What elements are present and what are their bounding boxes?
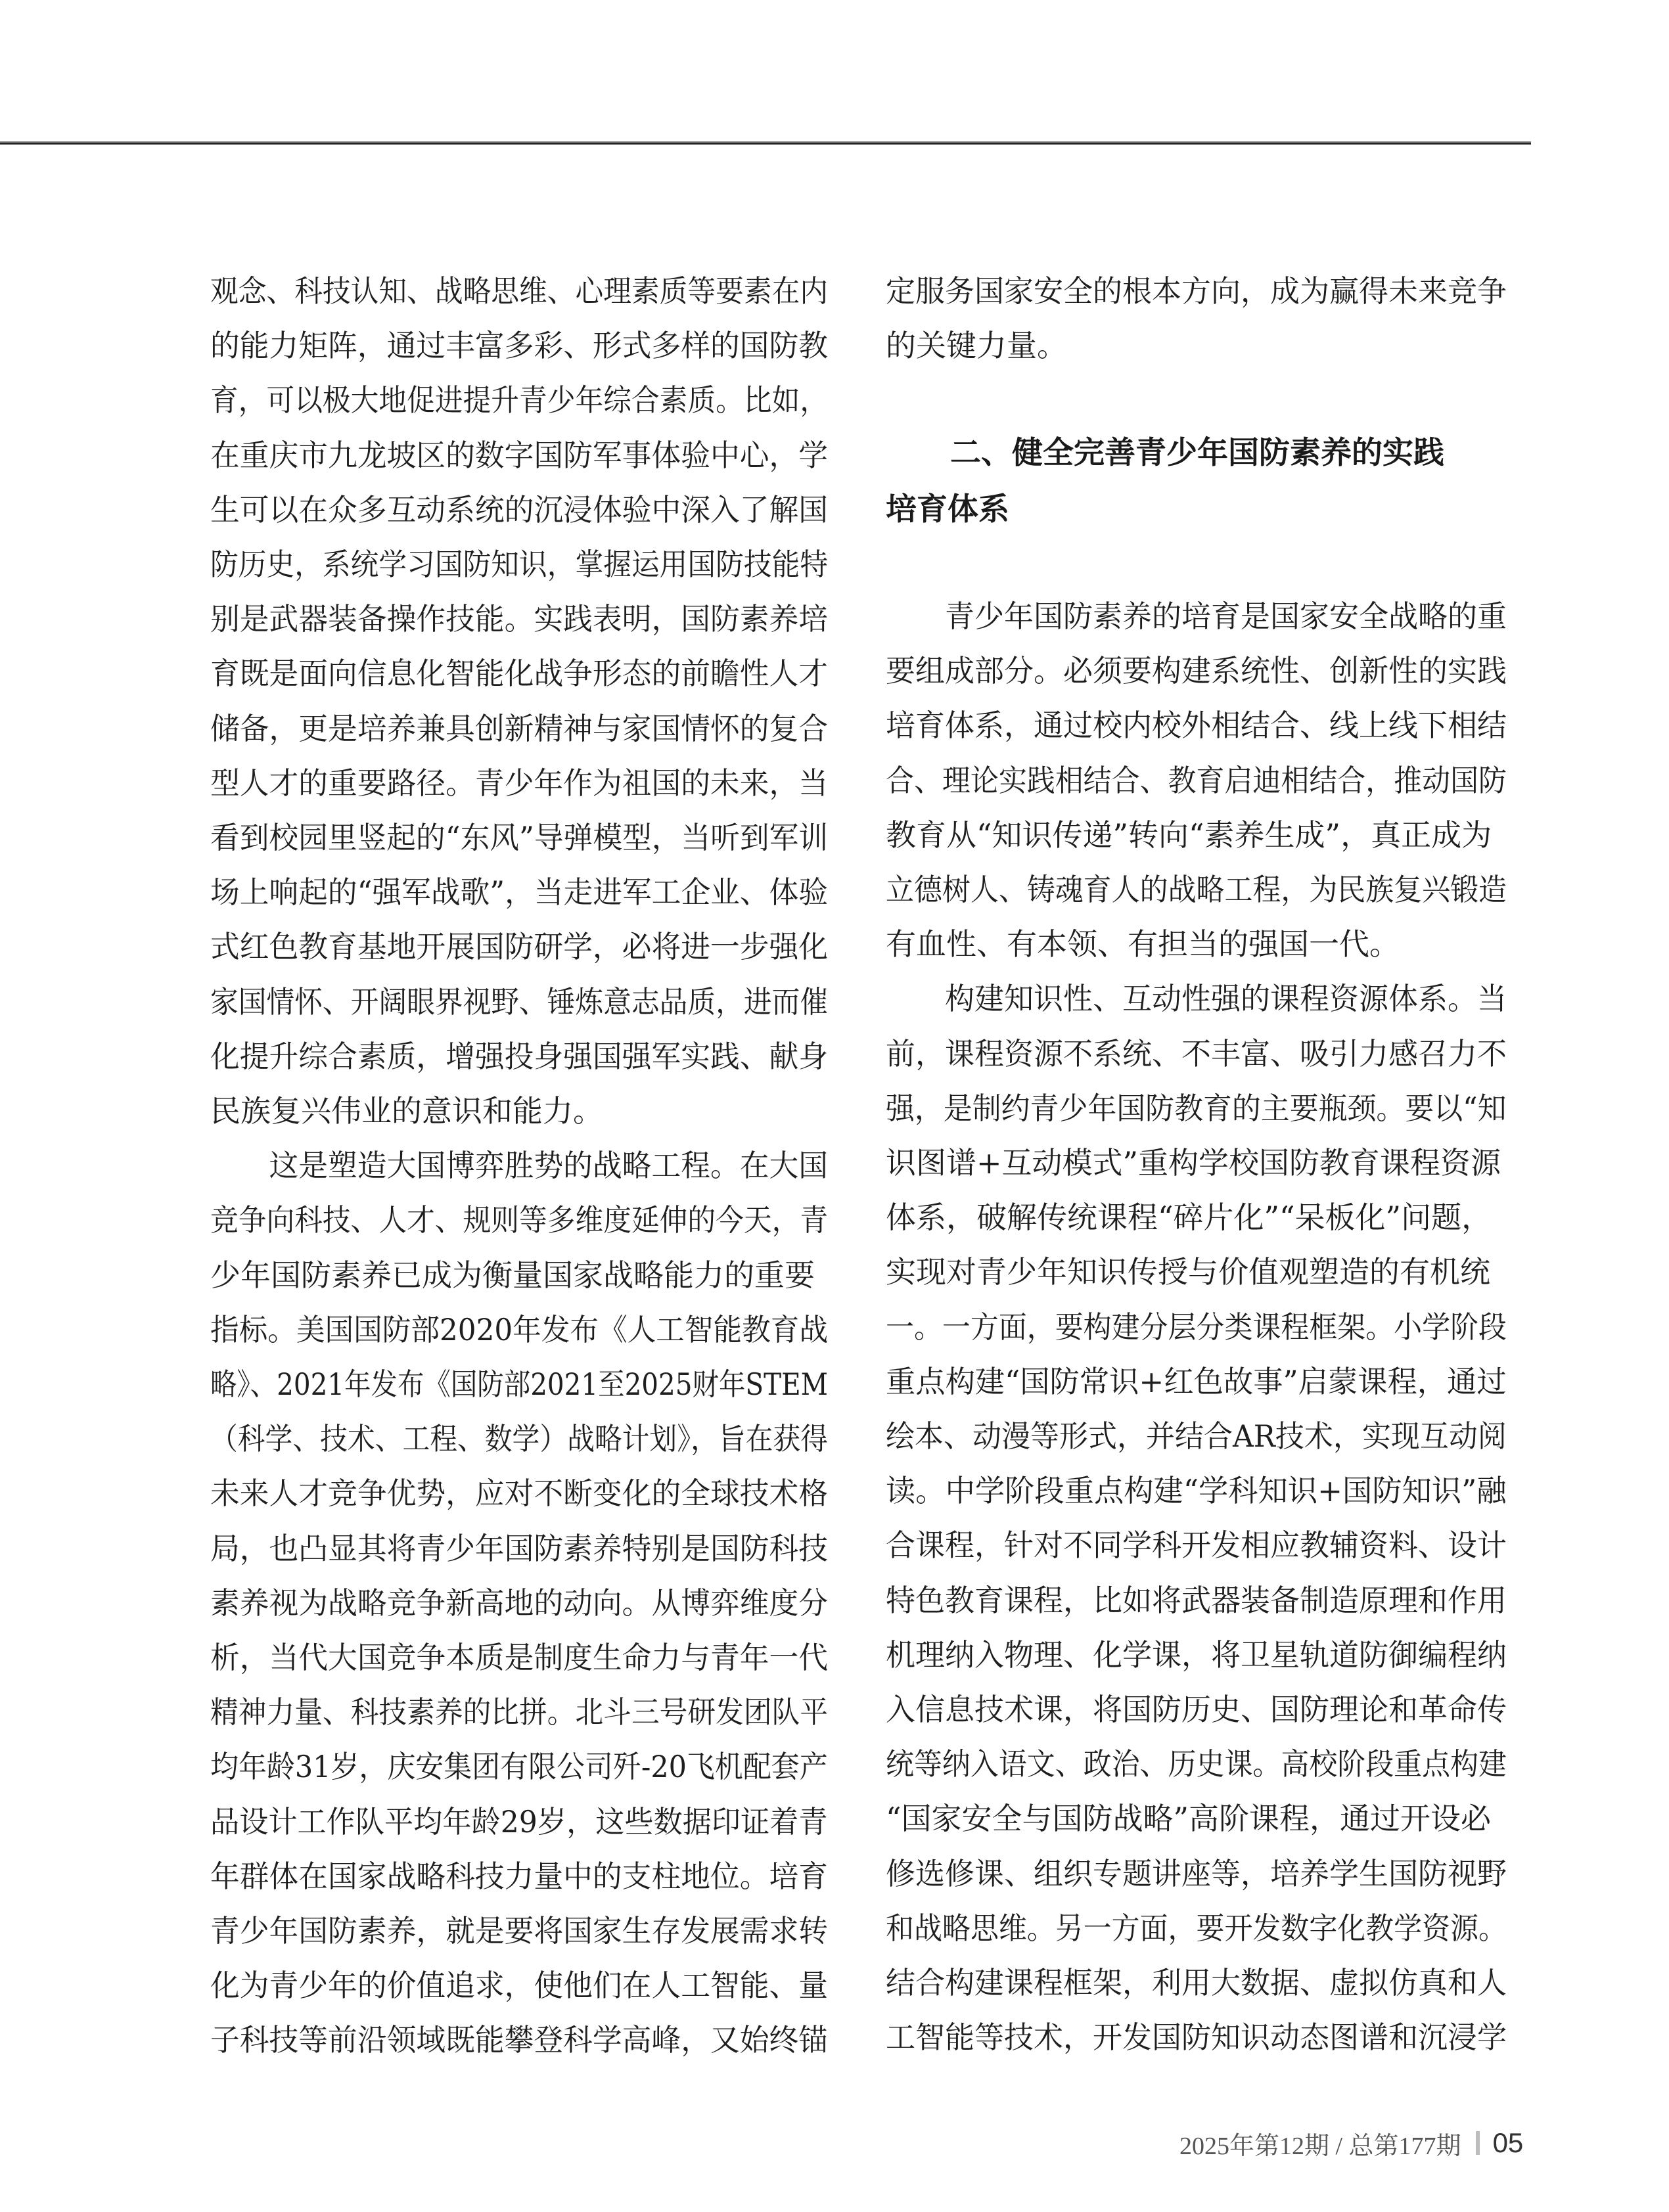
body-line: 体系，破解传统课程“碎片化”“呆板化”问题， [886, 1200, 1492, 1236]
body-line: 有血性、有本领、有担当的强国一代。 [886, 926, 1400, 962]
body-line: 少年国防素养已成为衡量国家战略能力的重要 [210, 1257, 815, 1293]
body-line: 读。中学阶段重点构建“学科知识+国防知识”融 [886, 1473, 1507, 1509]
body-line: 修选修课、组织专题讲座等，培养学生国防视野 [886, 1855, 1507, 1891]
intro-line: 定服务国家安全的根本方向，成为赢得未来竞争 [886, 273, 1507, 309]
body-line: 的能力矩阵，通过丰富多彩、形式多样的国防教 [210, 328, 829, 364]
body-line: 在重庆市九龙坡区的数字国防军事体验中心，学 [210, 437, 829, 473]
body-line: 别是武器装备操作技能。实践表明，国防素养培 [210, 601, 829, 637]
body-line: 合课程，针对不同学科开发相应教辅资料、设计 [886, 1527, 1507, 1564]
body-line: 式红色教育基地开展国防研学，必将进一步强化 [210, 929, 829, 965]
body-line: 教育从“知识传递”转向“素养生成”，真正成为 [886, 817, 1492, 853]
body-line: 和战略思维。另一方面，要开发数字化教学资源。 [886, 1910, 1507, 1946]
issue-label: 2025年第12期 / 总第177期 [1179, 2132, 1461, 2160]
body-line: 前，课程资源不系统、不丰富、吸引力感召力不 [886, 1035, 1507, 1072]
body-line: 育既是面向信息化智能化战争形态的前瞻性人才 [210, 656, 829, 692]
body-line: 培育体系，通过校内校外相结合、线上线下相结 [886, 708, 1507, 744]
body-line: 家国情怀、开阔眼界视野、锤炼意志品质，进而催 [210, 983, 829, 1020]
body-line: 年群体在国家战略科技力量中的支柱地位。培育 [210, 1858, 829, 1894]
body-line: 入信息技术课，将国防历史、国防理论和革命传 [886, 1692, 1507, 1727]
body-line: 强，是制约青少年国防教育的主要瓶颈。要以“知 [886, 1090, 1507, 1126]
body-line: 育，可以极大地促进提升青少年综合素质。比如， [210, 382, 829, 418]
body-line: 防历史，系统学习国防知识，掌握运用国防技能特 [210, 547, 829, 582]
body-line: 化提升综合素质，增强投身强国强军实践、献身 [210, 1038, 829, 1074]
body-line: 观念、科技认知、战略思维、心理素质等要素在内 [210, 273, 829, 309]
intro-line: 的关键力量。 [886, 328, 1067, 363]
body-line: 析，当代大国竞争本质是制度生命力与青年一代 [210, 1640, 829, 1675]
body-line: 储备，更是培养兼具创新精神与家国情怀的复合 [210, 710, 829, 746]
body-line: 重点构建“国防常识+红色故事”启蒙课程，通过 [886, 1363, 1507, 1399]
body-line: 精神力量、科技素养的比拼。北斗三号研发团队平 [210, 1694, 829, 1730]
body-line: 品设计工作队平均年龄29岁，这些数据印证着青 [210, 1803, 828, 1840]
body-line: 民族复兴伟业的意识和能力。 [210, 1093, 603, 1129]
body-line: 略》、2021年发布《国防部2021至2025财年STEM [210, 1366, 829, 1402]
footer-divider [1476, 2131, 1480, 2155]
body-line: 识图谱+互动模式”重构学校国防教育课程资源 [886, 1145, 1501, 1181]
body-line: 型人才的重要路径。青少年作为祖国的未来，当 [210, 765, 829, 801]
body-line: “国家安全与国防战略”高阶课程，通过开设必 [886, 1801, 1492, 1837]
body-line: 看到校园里竖起的“东风”导弹模型，当听到军训 [210, 820, 829, 855]
body-line: 竞争向科技、人才、规则等多维度延伸的今天，青 [210, 1202, 829, 1238]
section-heading-line-2: 培育体系 [886, 491, 1009, 528]
body-line: 构建知识性、互动性强的课程资源体系。当 [886, 981, 1507, 1017]
body-line: 青少年国防素养的培育是国家安全战略的重 [886, 598, 1507, 634]
page-number: 05 [1492, 2127, 1524, 2158]
body-line: 素养视为战略竞争新高地的动向。从博弈维度分 [210, 1585, 829, 1621]
body-line: 工智能等技术，开发国防知识动态图谱和沉浸学 [886, 2020, 1507, 2056]
page-footer [1179, 2123, 1523, 2163]
body-line: 场上响起的“强军战歌”，当走进军工企业、体验 [210, 874, 829, 911]
body-line: 统等纳入语文、政治、历史课。高校阶段重点构建 [886, 1746, 1507, 1782]
body-line: 实现对青少年知识传授与价值观塑造的有机统 [886, 1254, 1490, 1290]
body-line: 未来人才竞争优势，应对不断变化的全球技术格 [210, 1476, 829, 1512]
body-line: 均年龄31岁，庆安集团有限公司歼-20飞机配套产 [210, 1749, 828, 1785]
body-line: 青少年国防素养，就是要将国家生存发展需求转 [210, 1913, 829, 1949]
body-line: （科学、技术、工程、数学）战略计划》，旨在获得 [210, 1421, 828, 1457]
body-line: 化为青少年的价值追求，使他们在人工智能、量 [210, 1968, 829, 2004]
body-line: 结合构建课程框架，利用大数据、虚拟仿真和人 [886, 1965, 1507, 2000]
body-line: 局，也凸显其将青少年国防素养特别是国防科技 [210, 1530, 829, 1566]
header-rule [0, 141, 1531, 145]
body-line: 机理纳入物理、化学课，将卫星轨道防御编程纳 [886, 1636, 1507, 1673]
body-line: 绘本、动漫等形式，并结合AR技术，实现互动阅 [886, 1418, 1507, 1454]
body-line: 合、理论实践相结合、教育启迪相结合，推动国防 [886, 762, 1507, 798]
body-line: 特色教育课程，比如将武器装备制造原理和作用 [886, 1582, 1507, 1618]
body-line: 立德树人、铸魂育人的战略工程，为民族复兴锻造 [886, 872, 1507, 907]
section-heading-line-1: 二、健全完善青少年国防素养的实践 [950, 435, 1444, 471]
body-line: 这是塑造大国博弈胜势的战略工程。在大国 [210, 1148, 829, 1184]
body-line: 指标。美国国防部2020年发布《人工智能教育战 [210, 1311, 829, 1347]
body-line: 一。一方面，要构建分层分类课程框架。小学阶段 [886, 1309, 1507, 1345]
body-line: 生可以在众多互动系统的沉浸体验中深入了解国 [210, 491, 829, 528]
body-line: 要组成部分。必须要构建系统性、创新性的实践 [886, 653, 1507, 689]
body-line: 子科技等前沿领域既能攀登科学高峰，又始终锚 [210, 2022, 829, 2058]
